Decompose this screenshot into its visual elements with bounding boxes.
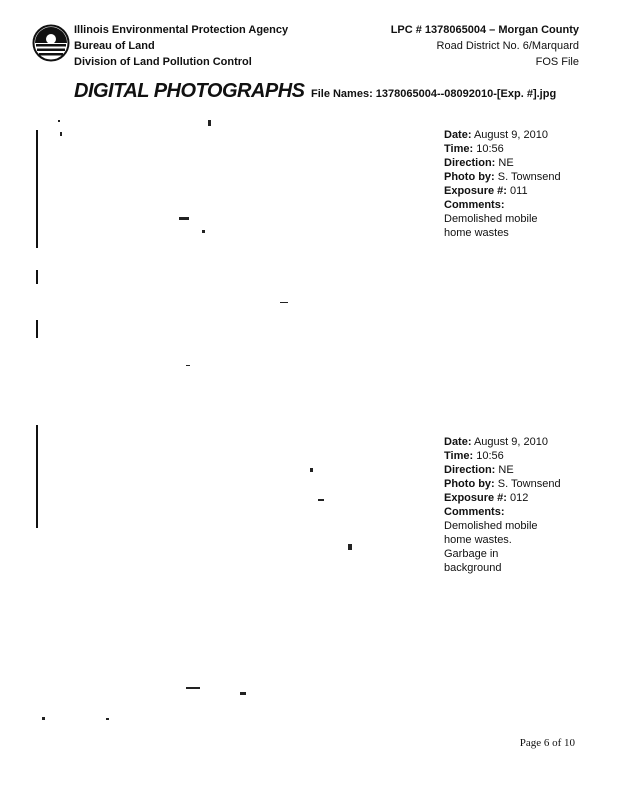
time-row xyxy=(444,142,561,156)
file-type: FOS File xyxy=(535,56,579,68)
bureau-name: Bureau of Land xyxy=(74,40,155,52)
scan-speck xyxy=(208,120,211,126)
agency-name: Illinois Environmental Protection Agency xyxy=(74,24,289,36)
division-name: Division of Land Pollution Control xyxy=(74,56,252,68)
direction-label: Direction: xyxy=(444,157,496,169)
direction-value: NE xyxy=(498,157,514,169)
time-label: Time: xyxy=(444,450,474,462)
exposure-label: Exposure #: xyxy=(444,492,507,504)
photo-by-value: S. Townsend xyxy=(497,171,561,183)
exposure-value: 012 xyxy=(510,492,529,504)
date-row xyxy=(444,128,561,142)
site-header xyxy=(391,22,579,70)
direction-value: NE xyxy=(498,464,514,476)
time-row xyxy=(444,449,561,463)
comments-row xyxy=(444,198,561,212)
page-number: Page 6 of 10 xyxy=(519,737,575,749)
file-names: File Names: 1378065004--08092010-[Exp. #].jpg xyxy=(310,88,557,100)
title-row xyxy=(74,80,556,103)
direction-row xyxy=(444,463,561,477)
scan-speck xyxy=(106,718,109,720)
photo-1-details xyxy=(444,128,561,240)
exposure-row xyxy=(444,491,561,505)
photo-2-details xyxy=(444,435,561,575)
scan-speck xyxy=(202,230,205,233)
photo-by-row xyxy=(444,477,561,491)
scan-artifact xyxy=(36,270,38,284)
lpc-number: LPC # 1378065004 – Morgan County xyxy=(390,24,579,36)
photo-1 xyxy=(36,120,434,420)
scan-speck xyxy=(310,468,313,472)
page-title: DIGITAL PHOTOGRAPHS xyxy=(74,80,305,102)
date-label: Date: xyxy=(444,129,472,141)
site-name: Road District No. 6/Marquard xyxy=(436,40,579,52)
date-label: Date: xyxy=(444,436,472,448)
scan-speck xyxy=(42,717,45,720)
scan-artifact xyxy=(36,130,38,248)
exposure-label: Exposure #: xyxy=(444,185,507,197)
exposure-row xyxy=(444,184,561,198)
comments-row xyxy=(444,505,561,519)
photo-by-row xyxy=(444,170,561,184)
comments-value: Demolished mobile home wastes. Garbage in background xyxy=(444,520,538,574)
scan-speck xyxy=(348,544,352,550)
photo-2 xyxy=(36,420,434,730)
comments-label: Comments: xyxy=(444,199,505,211)
date-row xyxy=(444,435,561,449)
comments-label: Comments: xyxy=(444,506,505,518)
photo-by-label: Photo by: xyxy=(444,478,495,490)
scan-speck xyxy=(60,132,62,136)
time-label: Time: xyxy=(444,143,474,155)
scan-speck xyxy=(280,302,288,303)
time-value: 10:56 xyxy=(476,450,504,462)
exposure-value: 011 xyxy=(510,185,528,197)
scan-speck xyxy=(58,120,60,122)
comments-value: Demolished mobile home wastes xyxy=(444,213,538,239)
direction-label: Direction: xyxy=(444,464,496,476)
scan-speck xyxy=(240,692,246,695)
direction-row xyxy=(444,156,561,170)
scan-artifact xyxy=(36,425,38,528)
agency-header xyxy=(74,22,288,70)
time-value: 10:56 xyxy=(476,143,504,155)
photo-by-label: Photo by: xyxy=(444,171,495,183)
agency-logo-icon xyxy=(32,24,70,62)
scan-speck xyxy=(186,365,190,366)
date-value: August 9, 2010 xyxy=(473,436,548,448)
scan-speck xyxy=(186,687,200,689)
photo-by-value: S. Townsend xyxy=(497,478,561,490)
date-value: August 9, 2010 xyxy=(473,129,548,141)
scan-speck xyxy=(179,217,189,220)
scan-artifact xyxy=(36,320,38,338)
scan-speck xyxy=(318,499,324,501)
